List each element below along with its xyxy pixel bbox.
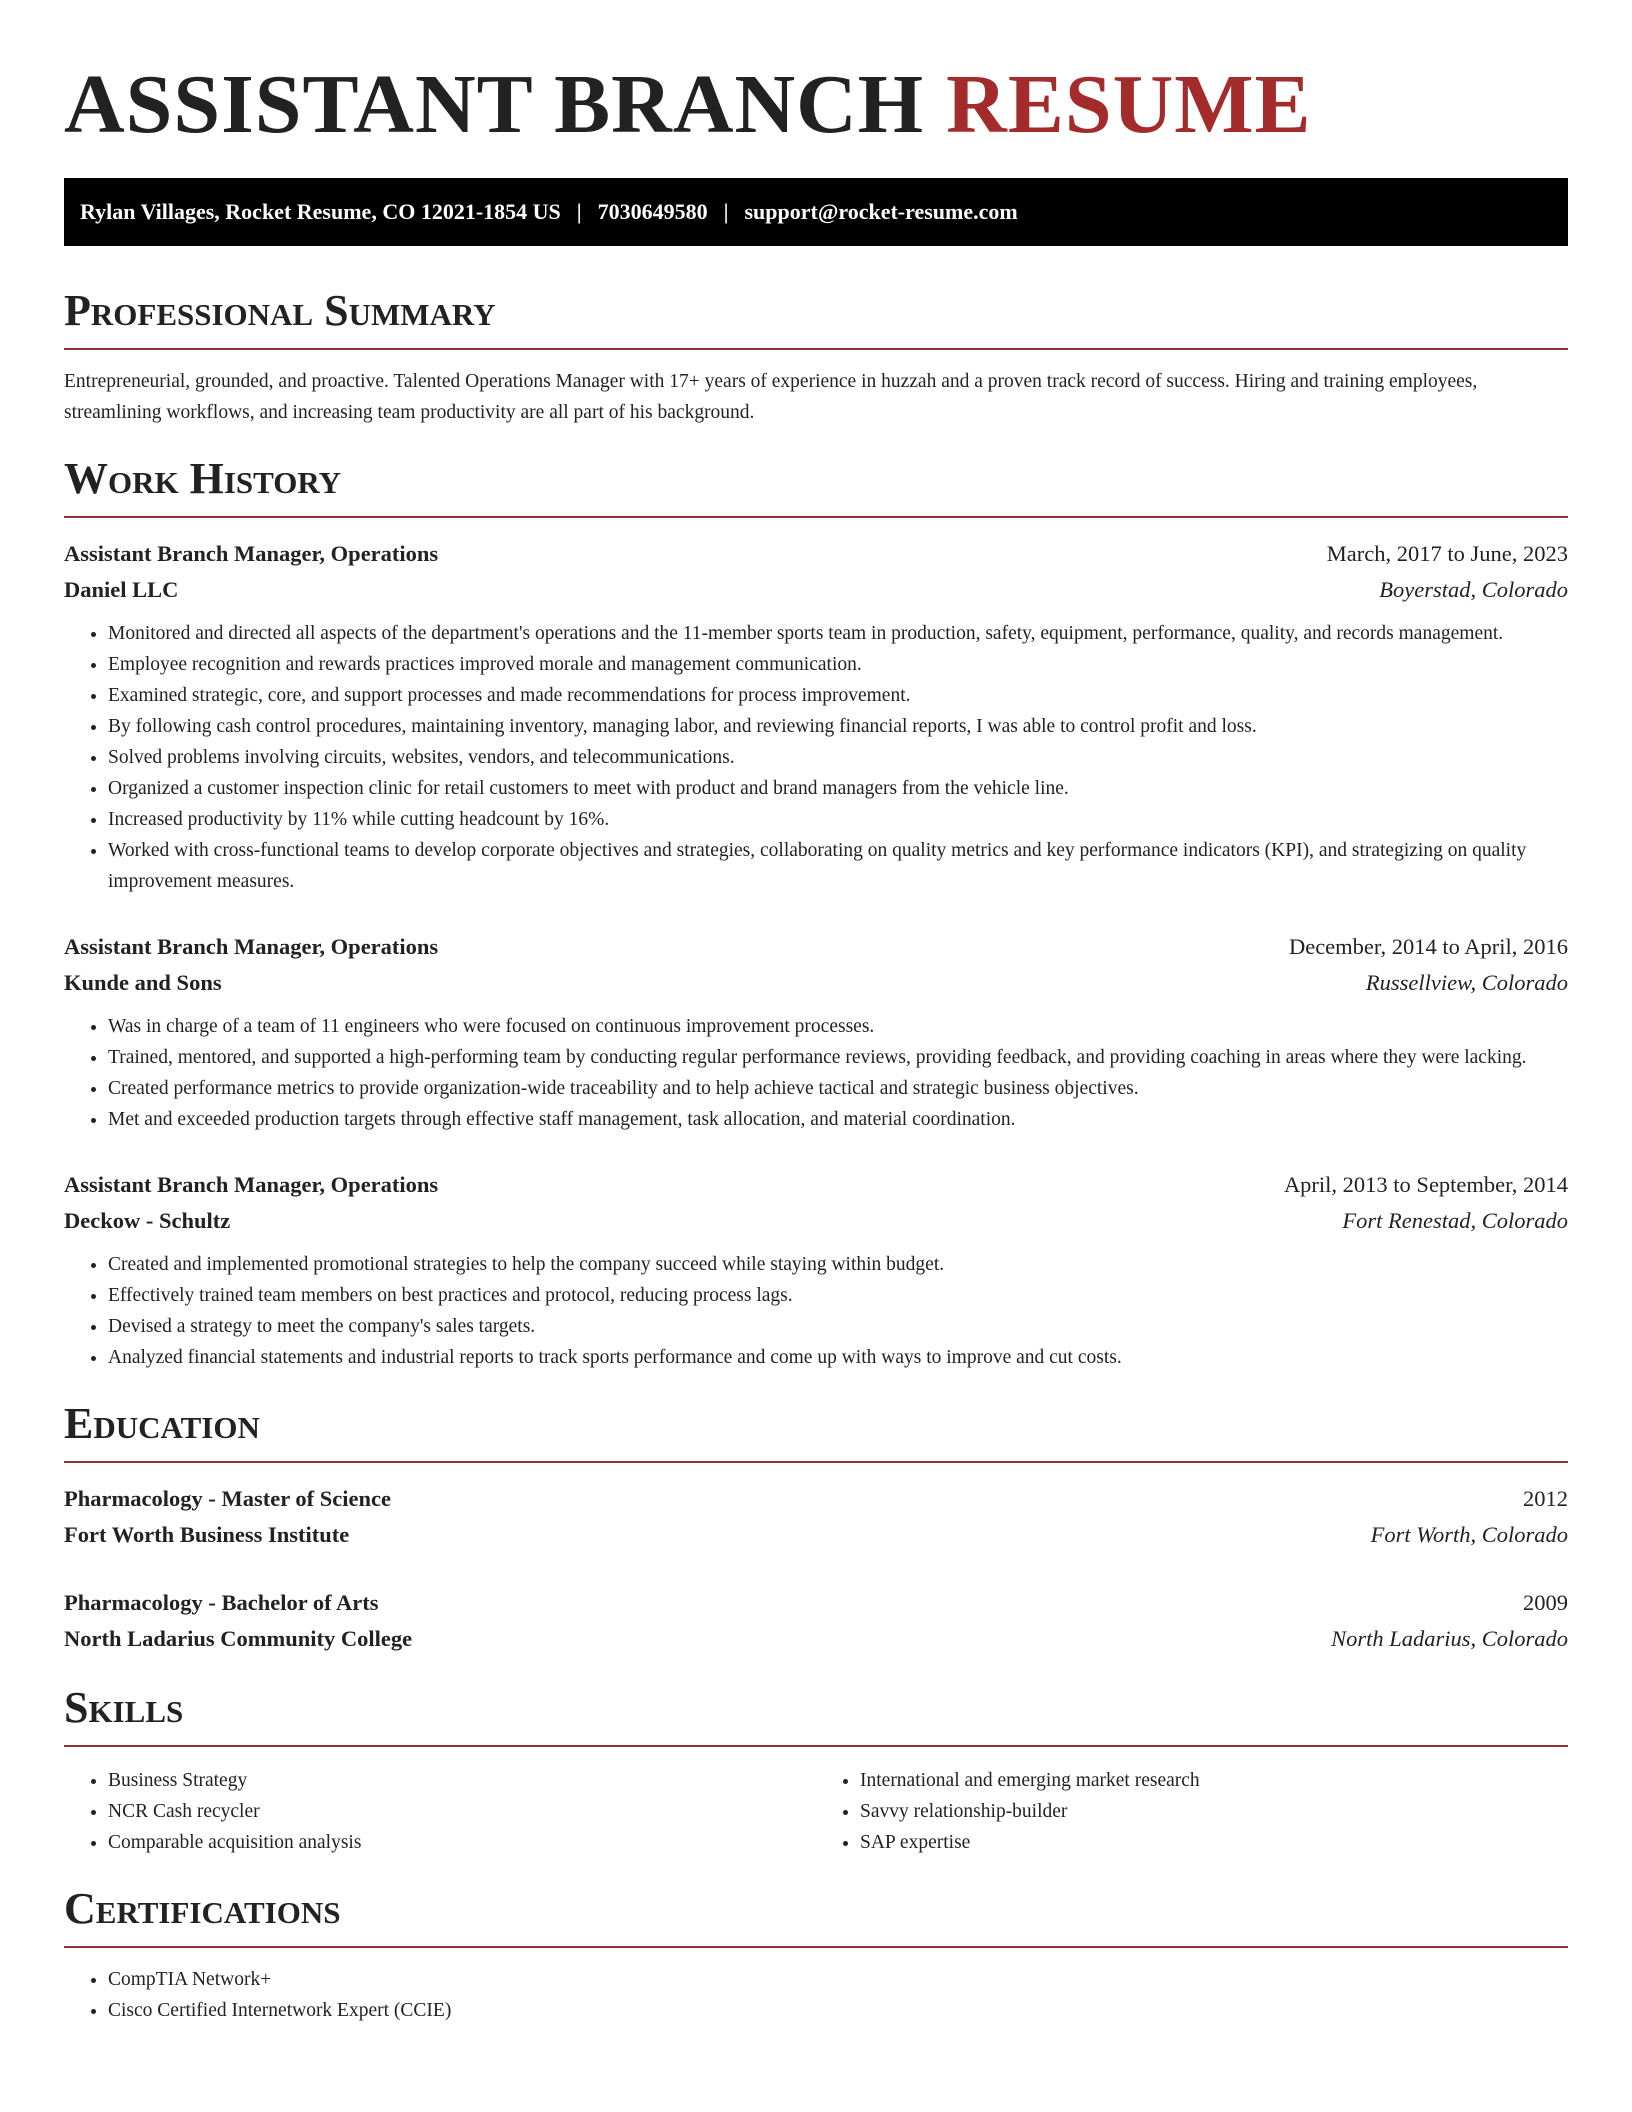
list-item: • Devised a strategy to meet the company's sales targets. bbox=[108, 1311, 1568, 1342]
job-dates: March, 2017 to June, 2023 bbox=[1326, 541, 1568, 566]
education-heading: Education bbox=[64, 1399, 1568, 1463]
contact-separator: | bbox=[576, 199, 582, 224]
work-history-heading: Work History bbox=[64, 454, 1568, 518]
skills-section bbox=[64, 1683, 1568, 1858]
job-bullets bbox=[64, 1249, 1568, 1373]
job-company: Daniel LLC bbox=[64, 577, 179, 602]
list-item: • Examined strategic, core, and support processes and made recommendations for process improvement. bbox=[108, 680, 1568, 711]
skills-heading: Skills bbox=[64, 1683, 1568, 1747]
list-item: • By following cash control procedures, maintaining inventory, managing labor, and reviewing financial reports, I was able to control profit and loss. bbox=[108, 711, 1568, 742]
job-dates: April, 2013 to September, 2014 bbox=[1283, 1172, 1568, 1197]
job-entry bbox=[64, 1167, 1568, 1373]
contact-address: Rylan Villages, Rocket Resume, CO 12021-1854 US bbox=[80, 199, 561, 224]
job-location: Boyerstad, Colorado bbox=[1379, 577, 1568, 602]
skills-list-left bbox=[64, 1765, 816, 1858]
contact-phone[interactable]: 7030649580 bbox=[597, 199, 708, 224]
certification-item: • CompTIA Network+ bbox=[108, 1964, 1568, 1995]
list-item: • Was in charge of a team of 11 engineers who were focused on continuous improvement processes. bbox=[108, 1011, 1568, 1042]
job-dates: December, 2014 to April, 2016 bbox=[1288, 934, 1568, 959]
skill-item: • International and emerging market research bbox=[860, 1765, 1568, 1796]
education-section bbox=[64, 1399, 1568, 1657]
job-title: Assistant Branch Manager, Operations bbox=[64, 934, 439, 959]
job-title: Assistant Branch Manager, Operations bbox=[64, 541, 439, 566]
skill-item: • NCR Cash recycler bbox=[108, 1796, 816, 1827]
job-bullets bbox=[64, 618, 1568, 897]
skills-list-right bbox=[816, 1765, 1568, 1858]
skill-item: • SAP expertise bbox=[860, 1827, 1568, 1858]
list-item: • Created performance metrics to provide organization-wide traceability and to help achieve tactical and strategic business objectives. bbox=[108, 1073, 1568, 1104]
skills-grid bbox=[64, 1747, 1568, 1858]
certification-item: • Cisco Certified Internetwork Expert (CCIE) bbox=[108, 1995, 1568, 2026]
education-school: North Ladarius Community College bbox=[64, 1626, 413, 1651]
summary-text: Entrepreneurial, grounded, and proactive. Talented Operations Manager with 17+ years of experience in huzzah and a proven track record of success. Hiring and training employees, streamlining workflows, and increasing team productivity are all part of his background. bbox=[64, 371, 1478, 423]
contact-separator: | bbox=[723, 199, 729, 224]
job-company: Kunde and Sons bbox=[64, 970, 222, 995]
certifications-section bbox=[64, 1884, 1568, 2026]
list-item: • Organized a customer inspection clinic for retail customers to meet with product and brand managers from the vehicle line. bbox=[108, 773, 1568, 804]
education-entry bbox=[64, 1585, 1568, 1657]
education-entry bbox=[64, 1481, 1568, 1553]
job-entry bbox=[64, 929, 1568, 1135]
certifications-heading: Certifications bbox=[64, 1884, 1568, 1948]
list-item: • Employee recognition and rewards practices improved morale and management communication. bbox=[108, 649, 1568, 680]
list-item: • Met and exceeded production targets through effective staff management, task allocation, and material coordination. bbox=[108, 1104, 1568, 1135]
education-degree: Pharmacology - Master of Science bbox=[64, 1486, 391, 1511]
skill-item: • Savvy relationship-builder bbox=[860, 1796, 1568, 1827]
work-history-section bbox=[64, 454, 1568, 1373]
list-item: • Worked with cross-functional teams to develop corporate objectives and strategies, collaborating on quality metrics and key performance indicators (KPI), and strategizing on quality improvement measures. bbox=[108, 835, 1568, 897]
job-title: Assistant Branch Manager, Operations bbox=[64, 1172, 439, 1197]
job-company: Deckow - Schultz bbox=[64, 1208, 231, 1233]
list-item: • Solved problems involving circuits, websites, vendors, and telecommunications. bbox=[108, 742, 1568, 773]
title-accent: RESUME bbox=[946, 58, 1312, 151]
list-item: • Trained, mentored, and supported a high-performing team by conducting regular performance reviews, providing feedback, and providing coaching in areas where they were lacking. bbox=[108, 1042, 1568, 1073]
summary-section bbox=[64, 286, 1568, 428]
certifications-list bbox=[64, 1964, 1568, 2026]
list-item: • Increased productivity by 11% while cutting headcount by 16%. bbox=[108, 804, 1568, 835]
skill-item: • Business Strategy bbox=[108, 1765, 816, 1796]
education-location: North Ladarius, Colorado bbox=[1331, 1626, 1568, 1651]
list-item: • Created and implemented promotional strategies to help the company succeed while staying within budget. bbox=[108, 1249, 1568, 1280]
job-bullets bbox=[64, 1011, 1568, 1135]
summary-heading: Professional Summary bbox=[64, 286, 1568, 350]
education-year: 2009 bbox=[1523, 1590, 1568, 1615]
list-item: • Effectively trained team members on best practices and protocol, reducing process lags. bbox=[108, 1280, 1568, 1311]
education-location: Fort Worth, Colorado bbox=[1370, 1522, 1568, 1547]
education-year: 2012 bbox=[1523, 1486, 1568, 1511]
job-location: Russellview, Colorado bbox=[1365, 970, 1568, 995]
skill-item: • Comparable acquisition analysis bbox=[108, 1827, 816, 1858]
job-location: Fort Renestad, Colorado bbox=[1342, 1208, 1568, 1233]
list-item: • Monitored and directed all aspects of the department's operations and the 11-member sports team in production, safety, equipment, performance, quality, and records management. bbox=[108, 618, 1568, 649]
resume-title bbox=[64, 60, 1568, 150]
list-item: • Analyzed financial statements and industrial reports to track sports performance and come up with ways to improve and cut costs. bbox=[108, 1342, 1568, 1373]
education-school: Fort Worth Business Institute bbox=[64, 1522, 350, 1547]
job-entry bbox=[64, 536, 1568, 897]
contact-email[interactable]: support@rocket-resume.com bbox=[744, 199, 1018, 224]
education-degree: Pharmacology - Bachelor of Arts bbox=[64, 1590, 379, 1615]
title-main: ASSISTANT BRANCH bbox=[64, 58, 925, 151]
contact-bar bbox=[64, 178, 1568, 246]
